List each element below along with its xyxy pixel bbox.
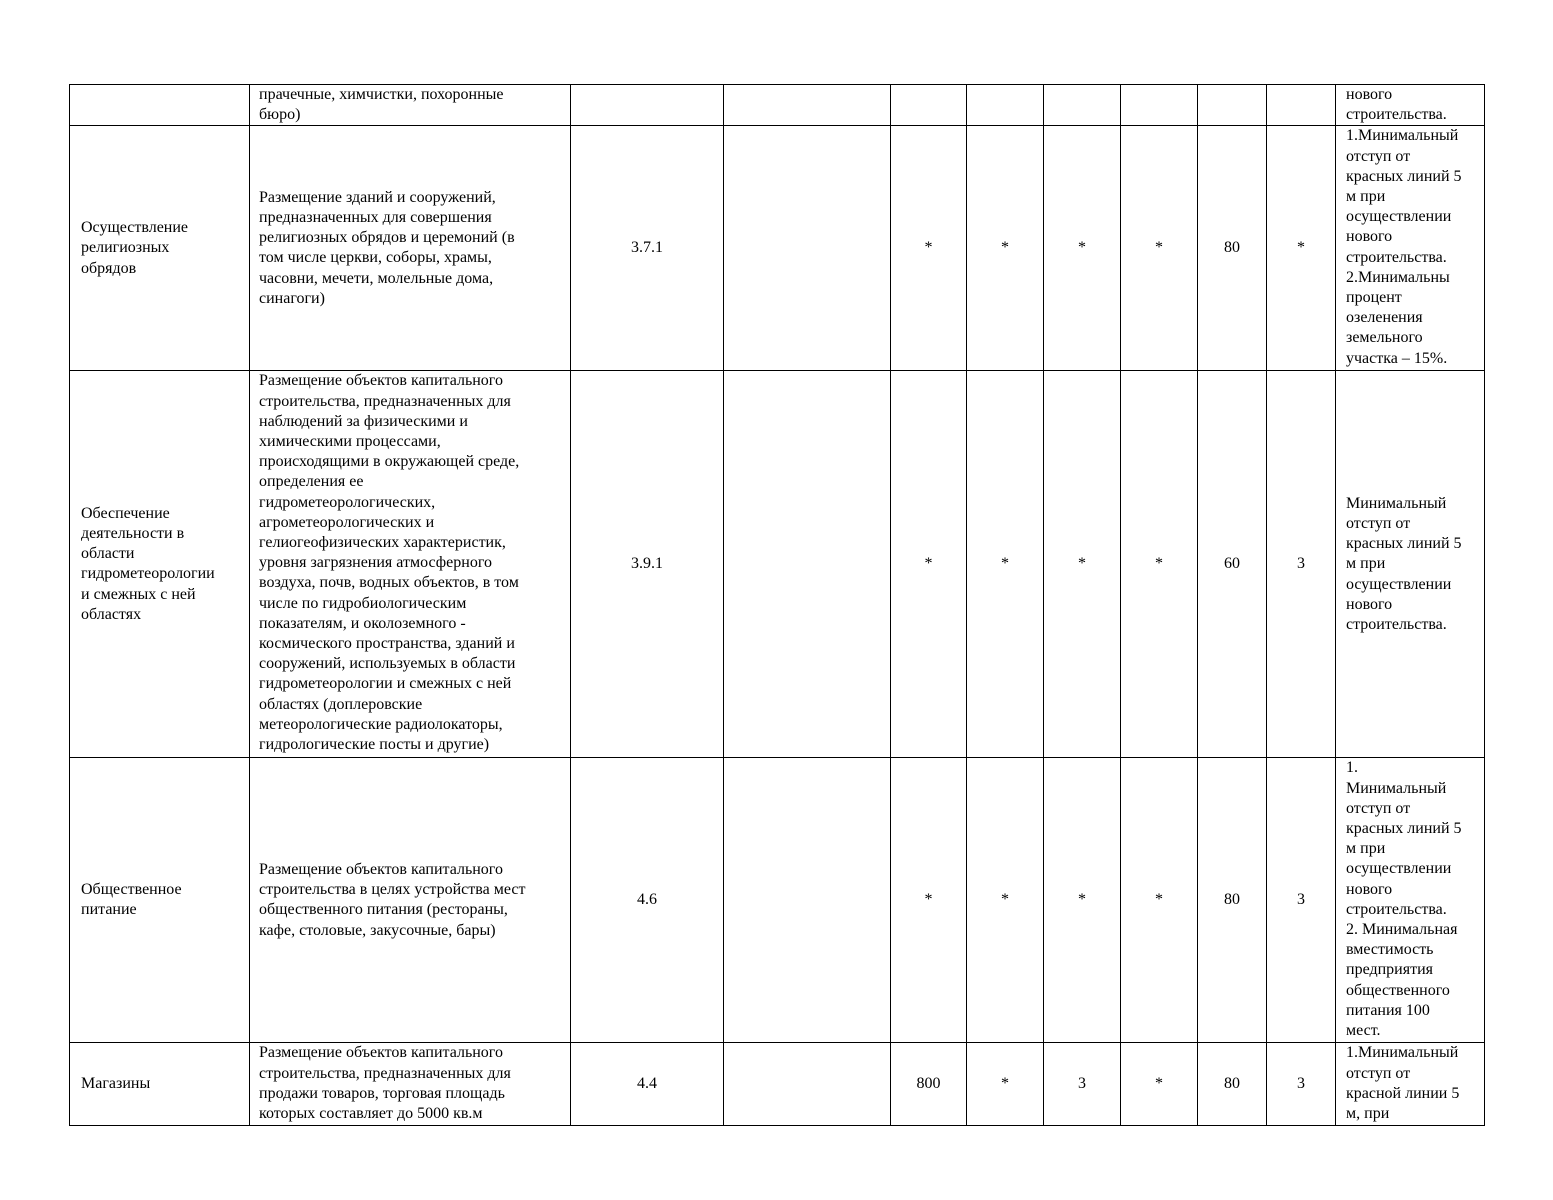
param-cell: * [891,758,967,1043]
table-row [70,758,1485,1043]
param-cell: 3 [1267,371,1336,758]
description-cell: прачечные, химчистки, похоронные бюро) [250,85,571,126]
note-cell: 1. Минимальный отступ от красных линий 5 м при осуществлении нового строительства. 2. Минимальная вместимость предприятия общественного питания 100 мест. [1336,758,1485,1043]
param-cell: 60 [1198,371,1267,758]
code-cell: 4.6 [571,758,724,1043]
param-cell: 3 [1044,1043,1121,1126]
description-cell: Размещение объектов капитального строительства, предназначенных для продажи товаров, торговая площадь которых составляет до 5000 кв.м [250,1043,571,1126]
param-cell [1198,85,1267,126]
param-cell [1044,85,1121,126]
code-cell: 3.9.1 [571,371,724,758]
param-cell [891,85,967,126]
param-cell: 80 [1198,1043,1267,1126]
param-cell: 80 [1198,126,1267,371]
param-cell: * [967,126,1044,371]
param-cell: * [891,126,967,371]
code-cell: 4.4 [571,1043,724,1126]
use-name-cell: Магазины [70,1043,250,1126]
code-cell: 3.7.1 [571,126,724,371]
empty-cell [724,126,891,371]
param-cell: 3 [1267,758,1336,1043]
param-cell: * [1121,1043,1198,1126]
param-cell: 800 [891,1043,967,1126]
param-cell [1121,85,1198,126]
note-cell: Минимальный отступ от красных линий 5 м при осуществлении нового строительства. [1336,371,1485,758]
param-cell: 3 [1267,1043,1336,1126]
use-name-cell [70,85,250,126]
code-cell [571,85,724,126]
param-cell [1267,85,1336,126]
empty-cell [724,758,891,1043]
param-cell: * [1121,371,1198,758]
empty-cell [724,1043,891,1126]
note-cell: 1.Минимальный отступ от красной линии 5 м, при [1336,1043,1485,1126]
table-row [70,1043,1485,1126]
use-name-cell: Осуществление религиозных обрядов [70,126,250,371]
param-cell: * [1044,758,1121,1043]
empty-cell [724,85,891,126]
param-cell: * [1121,126,1198,371]
description-cell: Размещение объектов капитального строительства в целях устройства мест общественного питания (рестораны, кафе, столовые, закусочные, бары) [250,758,571,1043]
note-cell: нового строительства. [1336,85,1485,126]
description-cell: Размещение объектов капитального строительства, предназначенных для наблюдений за физическими и химическими процессами, происходящими в окружающей среде, определения ее гидрометеорологических, агрометеорологических и гелиогеофизических характеристик, уровня загрязнения атмосферного воздуха, почв, водных объектов, в том числе по гидробиологическим показателям, и околоземного - космического пространства, зданий и сооружений, используемых в области гидрометеорологии и смежных с ней областях (доплеровские метеорологические радиолокаторы, гидрологические посты и другие) [250,371,571,758]
param-cell [967,85,1044,126]
param-cell: * [1121,758,1198,1043]
param-cell: * [1267,126,1336,371]
param-cell: * [1044,371,1121,758]
land-use-regulations-table [69,84,1485,1126]
param-cell: * [967,1043,1044,1126]
param-cell: * [891,371,967,758]
empty-cell [724,371,891,758]
table-row [70,126,1485,371]
description-cell: Размещение зданий и сооружений, предназначенных для совершения религиозных обрядов и церемоний (в том числе церкви, соборы, храмы, часовни, мечети, молельные дома, синагоги) [250,126,571,371]
note-cell: 1.Минимальный отступ от красных линий 5 м при осуществлении нового строительства. 2.Минимальны процент озеленения земельного участка – 15%. [1336,126,1485,371]
use-name-cell: Общественное питание [70,758,250,1043]
param-cell: * [967,371,1044,758]
use-name-cell: Обеспечение деятельности в области гидрометеорологии и смежных с ней областях [70,371,250,758]
param-cell: * [967,758,1044,1043]
table-row [70,85,1485,126]
param-cell: * [1044,126,1121,371]
table-row [70,371,1485,758]
param-cell: 80 [1198,758,1267,1043]
